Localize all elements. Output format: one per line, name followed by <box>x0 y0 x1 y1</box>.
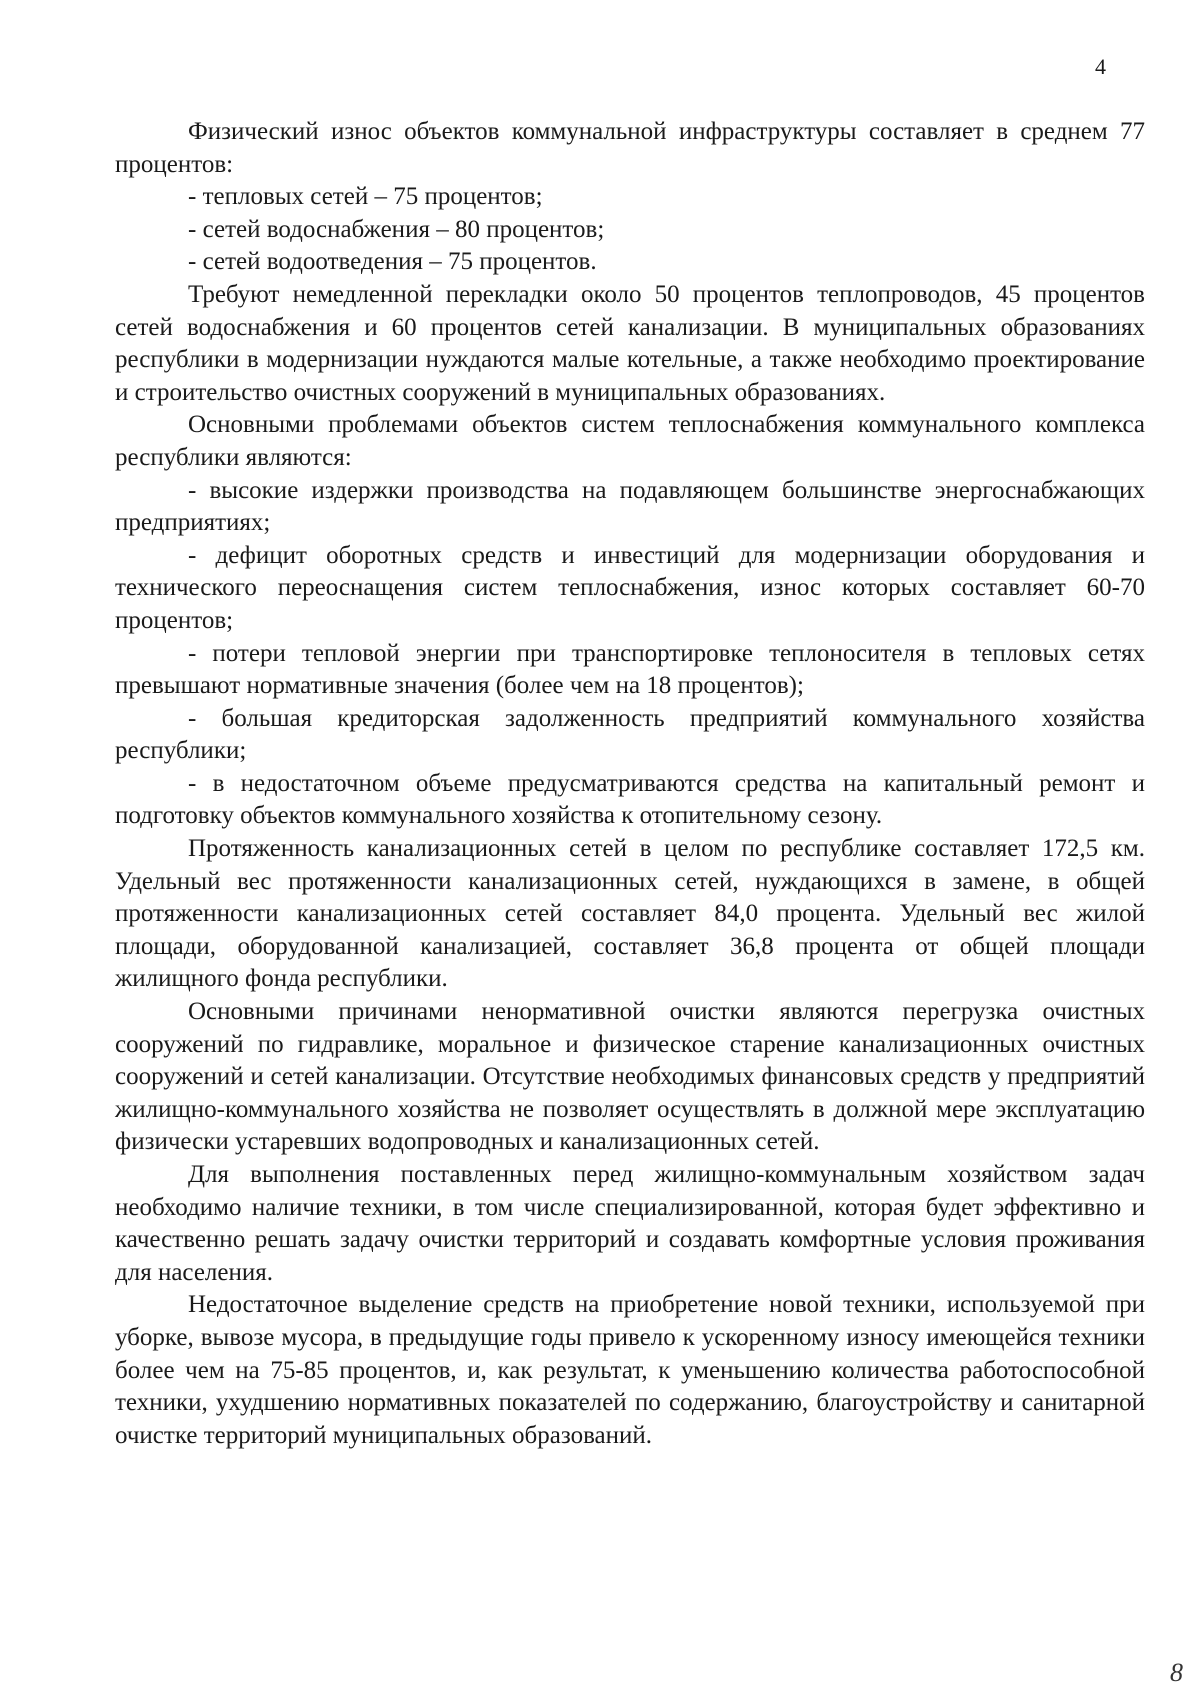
paragraph-equipment-needs: Для выполнения поставленных перед жилищно-коммунальным хозяйством задач необходимо наличие техники, в том числе специализированной, которая будет эффективно и качественно решать задачу очистки территорий и создавать комфортные условия проживания для населения. <box>115 1161 1145 1286</box>
document-body <box>115 116 1145 1452</box>
list-item-funding-deficit: - дефицит оборотных средств и инвестиций для модернизации оборудования и технического переоснащения систем теплоснабжения, износ которых составляет 60-70 процентов; <box>115 541 1145 634</box>
paragraph-equipment-wear: Недостаточное выделение средств на приобретение новой техники, используемой при уборке, вывозе мусора, в предыдущие годы привело к ускоренному износу имеющейся техники более чем на 75-85 процентов, и, как результат, к уменьшению количества работоспособной техники, ухудшению нормативных показателей по содержанию, благоустройству и санитарной очистке территорий муниципальных образований. <box>115 1291 1145 1449</box>
paragraph-sewer-length: Протяженность канализационных сетей в целом по республике составляет 172,5 км. Удельный вес протяженности канализационных сетей, нуждающихся в замене, в общей протяженности канализационных сетей составляет 84,0 процента. Удельный вес жилой площади, оборудованной канализацией, составляет 36,8 процента от общей площади жилищного фонда республики. <box>115 835 1145 993</box>
list-item-high-costs: - высокие издержки производства на подавляющем большинстве энергоснабжающих предприятиях; <box>115 476 1145 537</box>
list-item-water-disposal: - сетей водоотведения – 75 процентов. <box>188 248 597 276</box>
paragraph-heat-problems-intro: Основными проблемами объектов систем теплоснабжения коммунального комплекса республики являются: <box>115 411 1145 471</box>
page-number: 4 <box>1095 54 1106 79</box>
handwritten-page-mark: 8 <box>1170 1658 1183 1687</box>
paragraph-wear-summary: Физический износ объектов коммунальной инфраструктуры составляет в среднем 77 процентов: <box>115 118 1145 178</box>
list-item-heat-networks: - тепловых сетей – 75 процентов; <box>188 183 543 211</box>
list-item-heat-losses: - потери тепловой энергии при транспортировке теплоносителя в тепловых сетях превышают нормативные значения (более чем на 18 процентов); <box>115 639 1145 700</box>
list-item-water-supply: - сетей водоснабжения – 80 процентов; <box>188 215 605 243</box>
paragraph-relaying-needs: Требуют немедленной перекладки около 50 процентов теплопроводов, 45 процентов сетей водоснабжения и 60 процентов сетей канализации. В муниципальных образованиях республики в модернизации нуждаются малые котельные, а также необходимо проектирование и строительство очистных сооружений в муниципальных образованиях. <box>115 280 1145 406</box>
list-item-debt: - большая кредиторская задолженность предприятий коммунального хозяйства республики; <box>115 704 1145 765</box>
list-item-insufficient-repair: - в недостаточном объеме предусматриваются средства на капитальный ремонт и подготовку объектов коммунального хозяйства к отопительному сезону. <box>115 769 1145 830</box>
paragraph-treatment-causes: Основными причинами ненормативной очистки являются перегрузка очистных сооружений по гидравлике, моральное и физическое старение канализационных очистных сооружений и сетей канализации. Отсутствие необходимых финансовых средств у предприятий жилищно-коммунального хозяйства не позволяет осуществлять в должной мере эксплуатацию физически устаревших водопроводных и канализационных сетей. <box>115 998 1145 1156</box>
